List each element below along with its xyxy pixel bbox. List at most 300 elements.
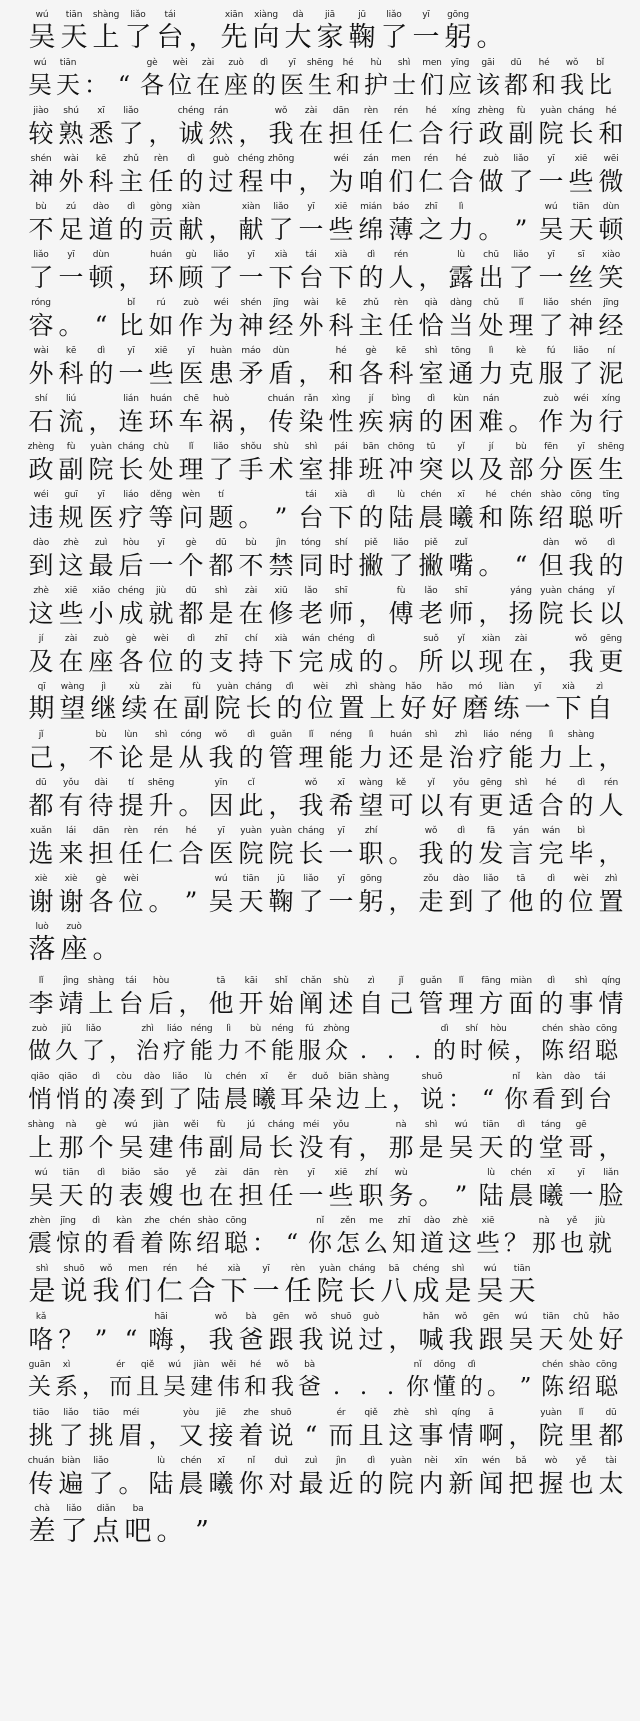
hanzi-character: 的 bbox=[508, 1133, 534, 1162]
pinyin-annotation: dì bbox=[457, 826, 465, 836]
pinyin-annotation: yǐ bbox=[457, 442, 465, 452]
ruby-character bbox=[326, 1408, 356, 1452]
hanzi-character: 下 bbox=[555, 694, 582, 724]
hanzi-character: 都 bbox=[504, 71, 528, 99]
hanzi-character: 的 bbox=[568, 791, 594, 820]
pinyin-annotation: wú bbox=[35, 10, 49, 20]
hanzi-character: 我 bbox=[418, 839, 444, 868]
hanzi-character: 把 bbox=[508, 1469, 534, 1498]
hanzi-character: 后 bbox=[118, 551, 144, 580]
text-line bbox=[26, 294, 632, 342]
pinyin-annotation: wài bbox=[33, 346, 49, 356]
hanzi-character: 陆 bbox=[196, 1085, 220, 1113]
pinyin-annotation: wǒ bbox=[574, 634, 588, 644]
pinyin-annotation: tiān bbox=[62, 1168, 80, 1178]
pinyin-annotation: zuò bbox=[483, 154, 499, 164]
pinyin-annotation: wǒ bbox=[304, 778, 318, 788]
hanzi-character: 合 bbox=[178, 839, 204, 868]
hanzi-character: ， bbox=[508, 1421, 534, 1450]
hanzi-character: 院 bbox=[538, 1421, 564, 1450]
hanzi-character: 恰 bbox=[418, 311, 444, 340]
ruby-character bbox=[26, 1264, 58, 1308]
hanzi-character: 及 bbox=[478, 455, 504, 484]
pinyin-annotation: yǒu bbox=[333, 1120, 349, 1130]
ruby-character bbox=[176, 874, 206, 918]
pinyin-annotation: gōng bbox=[360, 874, 382, 884]
hanzi-character: 了 bbox=[82, 1038, 105, 1064]
ruby-character bbox=[596, 634, 626, 678]
hanzi-character: 谢 bbox=[58, 887, 84, 916]
pinyin-annotation: shuō bbox=[330, 1312, 352, 1322]
ruby-character bbox=[476, 154, 506, 198]
ruby-character bbox=[506, 298, 536, 342]
ruby-character bbox=[446, 154, 476, 198]
hanzi-character: 晨 bbox=[418, 503, 444, 532]
pinyin-annotation: chéng bbox=[117, 586, 145, 596]
hanzi-character: ， bbox=[208, 215, 234, 244]
pinyin-annotation: zhè bbox=[452, 1216, 468, 1226]
ruby-character bbox=[154, 10, 186, 54]
pinyin-annotation: shì bbox=[424, 1120, 438, 1130]
hanzi-character: 各 bbox=[118, 647, 144, 676]
hanzi-character: 陈 bbox=[508, 503, 534, 532]
ruby-character bbox=[377, 1360, 404, 1404]
hanzi-character: 等 bbox=[148, 503, 174, 532]
pinyin-annotation: liǎo bbox=[273, 202, 289, 212]
ruby-character bbox=[146, 154, 176, 198]
hanzi-character: 理 bbox=[508, 311, 534, 340]
ruby-character bbox=[266, 394, 296, 438]
ruby-character bbox=[296, 394, 326, 438]
hanzi-character: 院 bbox=[268, 839, 294, 868]
text-line bbox=[26, 1164, 632, 1212]
ruby-character bbox=[536, 298, 566, 342]
ruby-character bbox=[506, 394, 536, 438]
hanzi-character: 以 bbox=[598, 599, 624, 628]
pinyin-annotation: yuàn bbox=[390, 1456, 412, 1466]
pinyin-annotation: huàn bbox=[210, 346, 232, 356]
ruby-character bbox=[596, 250, 626, 294]
pinyin-annotation: dùn bbox=[92, 250, 110, 260]
hanzi-character: 题 bbox=[208, 503, 234, 532]
pinyin-annotation: xiē bbox=[334, 202, 348, 212]
ruby-character bbox=[58, 10, 90, 54]
hanzi-character: 差 bbox=[28, 1516, 56, 1547]
pinyin-annotation: hé bbox=[196, 1264, 208, 1274]
pinyin-annotation: cháng bbox=[267, 1120, 295, 1130]
ruby-character bbox=[474, 1072, 502, 1116]
pinyin-annotation: dào bbox=[32, 538, 50, 548]
text-line bbox=[26, 1212, 632, 1260]
ruby-character bbox=[446, 250, 476, 294]
ruby-character bbox=[86, 976, 116, 1020]
ruby-character bbox=[476, 442, 506, 486]
ruby-character bbox=[53, 1360, 80, 1404]
pinyin-annotation: cōng bbox=[225, 1216, 247, 1226]
hanzi-character: 行 bbox=[598, 407, 624, 436]
hanzi-character: 就 bbox=[148, 599, 174, 628]
pinyin-annotation: zuò bbox=[66, 922, 82, 932]
hanzi-character: 到 bbox=[448, 887, 474, 916]
ruby-character bbox=[566, 298, 596, 342]
ruby-character bbox=[296, 874, 326, 918]
ruby-character bbox=[26, 874, 56, 918]
pinyin-annotation: dì bbox=[427, 394, 435, 404]
ruby-character bbox=[416, 586, 446, 630]
hanzi-character: 位 bbox=[168, 71, 192, 99]
pinyin-annotation: kāi bbox=[244, 976, 258, 986]
ruby-character bbox=[206, 874, 236, 918]
ruby-character bbox=[146, 976, 176, 1020]
ruby-character bbox=[266, 1312, 296, 1356]
pinyin-annotation: shàng bbox=[27, 1120, 55, 1130]
pinyin-annotation: jì bbox=[101, 682, 106, 692]
pinyin-annotation: cǐ bbox=[247, 778, 255, 788]
ruby-character bbox=[266, 1408, 296, 1452]
hanzi-character: 众 bbox=[325, 1038, 348, 1064]
pinyin-annotation: dì bbox=[517, 1120, 525, 1130]
ruby-character bbox=[356, 874, 386, 918]
ruby-character bbox=[116, 634, 146, 678]
hanzi-character: 鞠 bbox=[268, 887, 294, 916]
hanzi-character: 疗 bbox=[478, 743, 504, 772]
ruby-character bbox=[410, 1264, 442, 1308]
ruby-character bbox=[566, 1120, 596, 1164]
hanzi-character: 微 bbox=[598, 167, 624, 196]
hanzi-character: 矛 bbox=[238, 359, 264, 388]
pinyin-annotation: wù bbox=[394, 1168, 408, 1178]
pinyin-annotation: wài bbox=[63, 154, 79, 164]
hanzi-character: 了 bbox=[118, 119, 144, 148]
hanzi-character: ： bbox=[84, 71, 108, 99]
pinyin-annotation: wéi bbox=[33, 490, 49, 500]
hanzi-character: 丝 bbox=[568, 263, 594, 292]
hanzi-character: 吴 bbox=[28, 22, 56, 53]
hanzi-character: 吴 bbox=[476, 1276, 504, 1307]
ruby-character bbox=[429, 682, 460, 726]
pinyin-annotation: tū bbox=[426, 442, 436, 452]
pinyin-annotation: yě bbox=[185, 1168, 197, 1178]
ruby-character bbox=[485, 1360, 512, 1404]
ruby-character bbox=[206, 826, 236, 870]
hanzi-character: ， bbox=[268, 791, 294, 820]
hanzi-character: 候 bbox=[487, 1038, 510, 1064]
hanzi-character: 爸 bbox=[238, 1325, 264, 1354]
pinyin-annotation: fāng bbox=[481, 976, 501, 986]
pinyin-annotation: wén bbox=[481, 1456, 500, 1466]
ruby-character bbox=[476, 346, 506, 390]
hanzi-character: 各 bbox=[140, 71, 164, 99]
hanzi-character: 位 bbox=[148, 647, 174, 676]
ruby-character bbox=[356, 778, 386, 822]
ruby-character bbox=[154, 1504, 186, 1548]
hanzi-character: 手 bbox=[238, 455, 264, 484]
hanzi-character: 扬 bbox=[508, 599, 534, 628]
ruby-character bbox=[553, 682, 584, 726]
pinyin-annotation: gè bbox=[146, 58, 158, 68]
ruby-character bbox=[350, 1360, 377, 1404]
pinyin-annotation: shuō bbox=[421, 1072, 443, 1082]
pinyin-annotation: shén bbox=[30, 154, 52, 164]
text-line bbox=[26, 1452, 632, 1500]
pinyin-annotation: yǐ bbox=[457, 634, 465, 644]
hanzi-character: 容 bbox=[28, 311, 54, 340]
pinyin-annotation: sī bbox=[577, 250, 585, 260]
hanzi-character: 外 bbox=[58, 167, 84, 196]
pinyin-annotation: dì bbox=[97, 1168, 105, 1178]
pinyin-annotation: lián bbox=[123, 394, 139, 404]
ruby-character bbox=[536, 1408, 566, 1452]
hanzi-character: 说 bbox=[328, 1325, 354, 1354]
ruby-character bbox=[146, 346, 176, 390]
hanzi-character: 在 bbox=[508, 647, 534, 676]
hanzi-character: “ bbox=[285, 1229, 299, 1257]
hanzi-character: 了 bbox=[208, 455, 234, 484]
pinyin-annotation: yuàn bbox=[216, 682, 239, 692]
hanzi-character: 些 bbox=[148, 359, 174, 388]
ruby-character bbox=[596, 1168, 626, 1212]
text-line bbox=[26, 534, 632, 582]
pinyin-annotation: dùn bbox=[602, 202, 620, 212]
hanzi-character: 台 bbox=[156, 22, 184, 53]
hanzi-character: 吴 bbox=[508, 1325, 534, 1354]
hanzi-character: 但 bbox=[538, 551, 564, 580]
hanzi-character: 医 bbox=[178, 359, 204, 388]
ruby-character bbox=[206, 394, 236, 438]
pinyin-annotation: wǒ bbox=[304, 1312, 318, 1322]
hanzi-character: . bbox=[386, 1038, 395, 1064]
hanzi-character: 绍 bbox=[538, 503, 564, 532]
pinyin-annotation: liǎo bbox=[130, 10, 146, 20]
ruby-character bbox=[146, 586, 176, 630]
pinyin-annotation: liǎo bbox=[513, 154, 529, 164]
pinyin-annotation: yán bbox=[513, 826, 529, 836]
hanzi-character: ” bbox=[184, 887, 198, 916]
ruby-character bbox=[116, 106, 146, 150]
ruby-character bbox=[296, 538, 326, 582]
hanzi-character: 的 bbox=[118, 215, 144, 244]
ruby-character bbox=[416, 826, 446, 870]
pinyin-annotation: chǔ bbox=[573, 1312, 589, 1322]
ruby-character bbox=[236, 1456, 266, 1500]
hanzi-character: 。 bbox=[478, 215, 504, 244]
ruby-character bbox=[56, 106, 86, 150]
pinyin-annotation: qíng bbox=[451, 1408, 471, 1418]
pinyin-annotation: nèi bbox=[424, 1456, 438, 1466]
hanzi-character: 上 bbox=[88, 989, 114, 1018]
ruby-character bbox=[26, 1312, 56, 1356]
hanzi-character: 练 bbox=[493, 694, 520, 724]
pinyin-annotation: dān bbox=[242, 1168, 260, 1178]
pinyin-annotation: shī bbox=[334, 586, 348, 596]
pinyin-annotation: liǎo bbox=[386, 10, 402, 20]
pinyin-annotation: qiě bbox=[140, 1360, 155, 1370]
hanzi-character: 情 bbox=[448, 1421, 474, 1450]
ruby-character bbox=[296, 1360, 323, 1404]
hanzi-character: 天 bbox=[58, 1181, 84, 1210]
hanzi-character: 那 bbox=[58, 1133, 84, 1162]
ruby-character bbox=[250, 1072, 278, 1116]
hanzi-character: ？ bbox=[58, 1325, 84, 1354]
ruby-character bbox=[346, 1264, 378, 1308]
hanzi-character: 较 bbox=[28, 119, 54, 148]
pinyin-annotation: néng bbox=[190, 1024, 213, 1034]
hanzi-character: 院 bbox=[538, 119, 564, 148]
pinyin-annotation: wán bbox=[302, 634, 320, 644]
ruby-character bbox=[356, 538, 386, 582]
hanzi-character: 方 bbox=[478, 989, 504, 1018]
ruby-character bbox=[236, 634, 266, 678]
ruby-character bbox=[386, 538, 416, 582]
ruby-character bbox=[266, 634, 296, 678]
hanzi-character: 任 bbox=[284, 1276, 312, 1307]
hanzi-character: 违 bbox=[28, 503, 54, 532]
hanzi-character: 院 bbox=[88, 455, 114, 484]
hanzi-character: 提 bbox=[118, 791, 144, 820]
pinyin-annotation: jí bbox=[38, 634, 44, 644]
ruby-character bbox=[176, 298, 206, 342]
pinyin-annotation: tiān bbox=[513, 1264, 531, 1274]
ruby-character bbox=[90, 10, 122, 54]
ruby-character bbox=[26, 250, 56, 294]
pinyin-annotation: shào bbox=[197, 1216, 219, 1226]
pinyin-annotation: zhí bbox=[364, 826, 378, 836]
ruby-character bbox=[58, 922, 90, 966]
ruby-character bbox=[386, 394, 416, 438]
ruby-character bbox=[206, 202, 236, 246]
ruby-character bbox=[116, 490, 146, 534]
pinyin-annotation: lù bbox=[487, 1168, 495, 1178]
hanzi-character: 是 bbox=[208, 599, 234, 628]
pinyin-annotation: liǎo bbox=[213, 250, 229, 260]
ruby-character bbox=[386, 826, 416, 870]
pinyin-annotation: chéng bbox=[327, 634, 355, 644]
hanzi-character: 眉 bbox=[118, 1421, 144, 1450]
pinyin-annotation: nǐ bbox=[413, 1360, 422, 1370]
ruby-character bbox=[476, 298, 506, 342]
ruby-character bbox=[416, 778, 446, 822]
hanzi-character: 神 bbox=[238, 311, 264, 340]
ruby-character bbox=[166, 58, 194, 102]
hanzi-character: 时 bbox=[328, 551, 354, 580]
ruby-character bbox=[416, 394, 446, 438]
ruby-character bbox=[176, 1168, 206, 1212]
ruby-character bbox=[506, 826, 536, 870]
ruby-character bbox=[446, 976, 476, 1020]
pinyin-annotation: shì bbox=[214, 586, 228, 596]
hanzi-character: 治 bbox=[136, 1038, 159, 1064]
hanzi-character: 性 bbox=[328, 407, 354, 436]
ruby-character bbox=[390, 1216, 418, 1260]
hanzi-character: 系 bbox=[55, 1374, 78, 1400]
ruby-character bbox=[586, 1072, 614, 1116]
pinyin-annotation: shī bbox=[454, 586, 468, 596]
pinyin-annotation: pái bbox=[334, 442, 348, 452]
pinyin-annotation: zhè bbox=[63, 538, 79, 548]
hanzi-character: ， bbox=[178, 989, 204, 1018]
ruby-character bbox=[266, 730, 296, 774]
pinyin-annotation: yī bbox=[288, 58, 296, 68]
pinyin-annotation: tiāo bbox=[92, 1408, 110, 1418]
pinyin-annotation: chǎn bbox=[300, 976, 322, 986]
hanzi-character: 和 bbox=[598, 119, 624, 148]
hanzi-character: 。 bbox=[58, 311, 84, 340]
ruby-character bbox=[474, 1216, 502, 1260]
ruby-character bbox=[56, 1168, 86, 1212]
ruby-character bbox=[442, 10, 474, 54]
ruby-character bbox=[110, 58, 138, 102]
pinyin-annotation: gēng bbox=[480, 778, 502, 788]
ruby-character bbox=[446, 1408, 476, 1452]
pinyin-annotation: liú bbox=[65, 394, 77, 404]
text-line bbox=[26, 774, 632, 822]
pinyin-annotation: duì bbox=[274, 1456, 288, 1466]
ruby-character bbox=[116, 202, 146, 246]
hanzi-character: 。 bbox=[156, 1516, 184, 1547]
hanzi-character: 经 bbox=[268, 311, 294, 340]
pinyin-annotation: liǎn bbox=[603, 1168, 619, 1178]
hanzi-character: 禁 bbox=[268, 551, 294, 580]
pinyin-annotation: shuō bbox=[270, 1408, 292, 1418]
ruby-character bbox=[586, 1216, 614, 1260]
ruby-character bbox=[596, 346, 626, 390]
hanzi-character: 遍 bbox=[58, 1469, 84, 1498]
ruby-character bbox=[476, 394, 506, 438]
ruby-character bbox=[566, 154, 596, 198]
pinyin-annotation: néng bbox=[510, 730, 532, 740]
ruby-character bbox=[362, 1216, 390, 1260]
pinyin-annotation: chuán bbox=[27, 1456, 55, 1466]
ruby-character bbox=[506, 346, 536, 390]
pinyin-annotation: fù bbox=[396, 586, 406, 596]
pinyin-annotation: jiào bbox=[33, 106, 49, 116]
ruby-character bbox=[266, 1168, 296, 1212]
ruby-character bbox=[446, 346, 476, 390]
hanzi-character: 完 bbox=[538, 839, 564, 868]
pinyin-annotation: dì bbox=[467, 1360, 476, 1370]
hanzi-character: 也 bbox=[568, 1469, 594, 1498]
pinyin-annotation: kùn bbox=[453, 394, 469, 404]
pinyin-annotation: dì bbox=[367, 1456, 375, 1466]
hanzi-character: 担 bbox=[88, 839, 114, 868]
hanzi-character: 任 bbox=[388, 311, 414, 340]
ruby-character bbox=[26, 1504, 58, 1548]
ruby-character bbox=[86, 1456, 116, 1500]
pinyin-annotation: gōng bbox=[447, 10, 469, 20]
pinyin-annotation: yáng bbox=[510, 586, 532, 596]
pinyin-annotation: fù bbox=[66, 442, 76, 452]
pinyin-annotation: tóng bbox=[301, 538, 321, 548]
hanzi-character: 走 bbox=[418, 887, 444, 916]
ruby-character bbox=[386, 778, 416, 822]
pinyin-annotation: dān bbox=[332, 106, 350, 116]
pinyin-annotation: cóng bbox=[180, 730, 202, 740]
hanzi-character: “ bbox=[514, 551, 528, 580]
pinyin-annotation: shào bbox=[540, 490, 562, 500]
pinyin-annotation: fā bbox=[486, 826, 496, 836]
pinyin-annotation: dùn bbox=[272, 346, 290, 356]
hanzi-character: 的 bbox=[178, 647, 204, 676]
pinyin-annotation: shì bbox=[154, 730, 168, 740]
ruby-character bbox=[266, 778, 296, 822]
ruby-character bbox=[326, 442, 356, 486]
hanzi-character: 成 bbox=[328, 647, 354, 676]
pinyin-annotation: nà bbox=[65, 1120, 77, 1130]
hanzi-character: 聪 bbox=[568, 503, 594, 532]
ruby-character bbox=[236, 346, 266, 390]
hanzi-character: 的 bbox=[598, 551, 624, 580]
hanzi-character: 院 bbox=[316, 1276, 344, 1307]
